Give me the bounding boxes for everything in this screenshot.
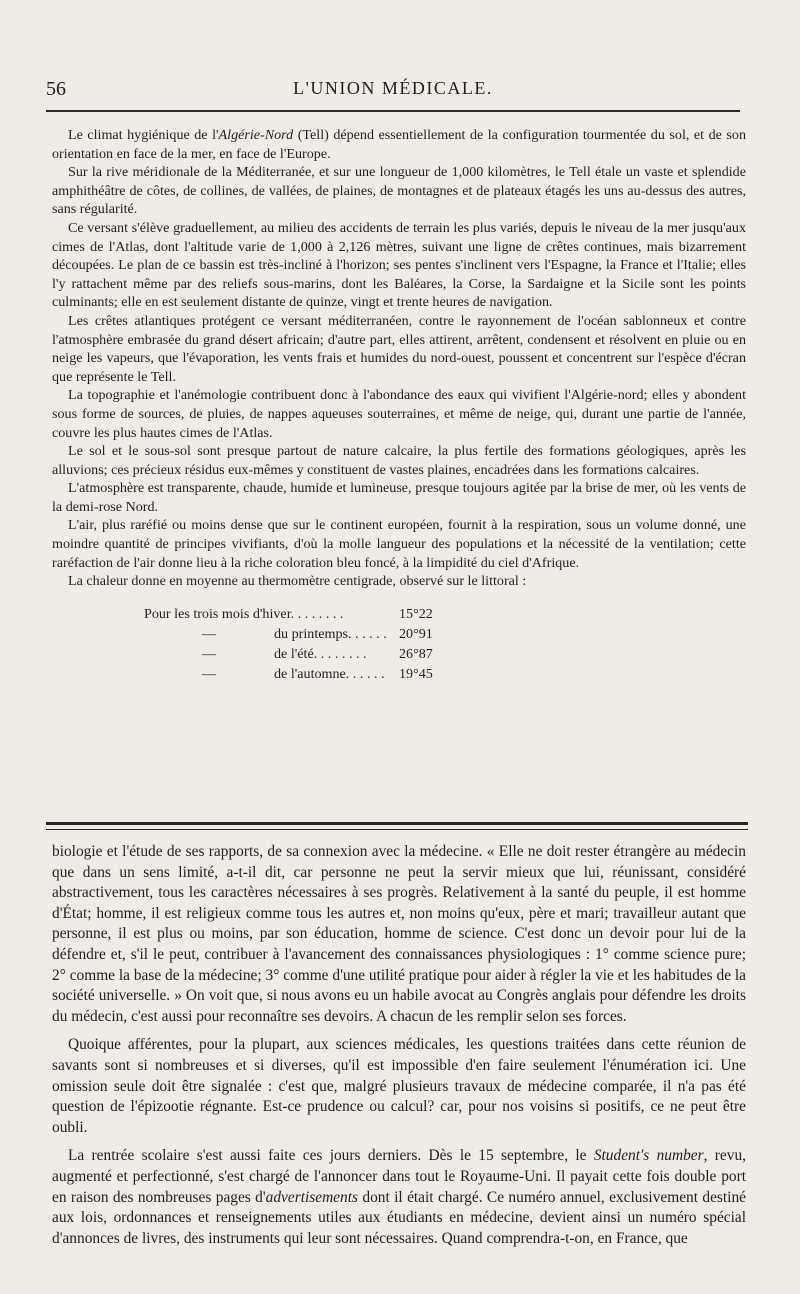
paragraph: Quoique afférentes, pour la plupart, aux sciences médicales, les questions traitées dans cette réunion de savants sont si nombreuses et si diverses, qu'il est impossible d'en faire seulement l'énumération ici. Une omission seule doit être signalée : c'est que, malgré plusieurs travaux de médecine comparée, il n'a pas été question de l'épizootie régnante. Est-ce prudence ou calcul? car, pour nos voisins si positifs, ce ne peut être oubli. (52, 1036, 746, 1136)
paragraph: Ce versant s'élève graduellement, au milieu des accidents de terrain les plus variés, depuis le niveau de la mer jusqu'aux cimes de l'Atlas, dont l'altitude varie de 1,000 à 2,126 mètres, suivant une ligne de crêtes continues, mais bizarrement découpées. Le plan de ce bassin est très-incliné à l'horizon; ses pentes s'inclinent vers l'Espagne, la France et l'Italie; elles l'y rattachent même par des reliefs sous-marins, dont les Baléares, la Corse, la Sardaigne et la Sicile sont les points culminants; elle en est seulement distante de quinze, vingt et trente heures de navigation. (52, 219, 746, 311)
temperature-value: 20°91 (399, 625, 433, 642)
temperature-row (144, 605, 746, 625)
temperature-row (144, 665, 746, 685)
paragraph: Le sol et le sous-sol sont presque partout de nature calcaire, la plus fertile des formations géologiques, après les alluvions; ces précieux résidus eux-mêmes y constituent de vastes plaines, encadrées dans les formations calcaires. (52, 443, 746, 478)
season-label: Pour les trois mois d'hiver. . . . . . . . (144, 605, 344, 622)
paragraph: L'atmosphère est transparente, chaude, humide et lumineuse, presque toujours agitée par la brise de mer, où les vents de la demi-rose Nord. (52, 480, 746, 515)
climate-article (52, 126, 746, 685)
feuilleton-article (52, 842, 746, 1249)
ditto-dash: — (201, 665, 217, 682)
italic-term: advertisements (265, 1188, 358, 1206)
season-label: de l'été. . . . . . . . (274, 645, 367, 662)
italic-term: Student's number (593, 1147, 704, 1165)
section-divider-thin (46, 829, 748, 830)
section-divider-thick (46, 822, 748, 825)
paragraph: L'air, plus raréfié ou moins dense que sur le continent européen, fournit à la respiration, sous un volume donné, une moindre quantité de principes vivifiants, d'où la molle langueur des populations et la nécessité de la ventilation; cette raréfaction de l'air donne lieu à la riche coloration bleu foncé, à la limpidité du ciel d'Afrique. (52, 517, 746, 571)
temperature-value: 26°87 (399, 645, 433, 662)
text-span: Le climat hygiénique de l' (68, 127, 219, 143)
page-header (46, 78, 740, 108)
temperature-value: 19°45 (399, 665, 433, 682)
paragraph: La topographie et l'anémologie contribuent donc à l'abondance des eaux qui vivifient l'Algérie-nord; elles y abondent sous forme de sources, de pluies, de nappes aqueuses souterraines, et même de neige, qui, durant une partie de l'année, couvre les plus hautes cimes de l'Atlas. (52, 387, 746, 441)
temperature-table (144, 605, 746, 685)
paragraph: La chaleur donne en moyenne au thermomètre centigrade, observé sur le littoral : (68, 573, 527, 590)
temperature-value: 15°22 (399, 605, 433, 622)
text-span: , revu, augmenté et perfectionné, s'est chargé de l'annoncer dans tout le Royaume-Uni. Il payait cette fois double port en raison des nombreuses pages d' (52, 1147, 746, 1206)
paragraph (52, 126, 746, 163)
paragraph: Les crêtes atlantiques protégent ce versant méditerranéen, contre le rayonnement de l'océan sablonneux et contre l'atmosphère embrasée du grand désert africain; d'autre part, elles attirent, arrêtent, condensent et résolvent en pluie ou en neige les vapeurs, que l'évaporation, les vents frais et humides du nord-ouest, poussent et concentrent sur l'espèce d'écran que représente le Tell. (52, 312, 746, 385)
header-rule (46, 110, 740, 112)
text-span: (Tell) dépend essentiellement de la configuration tourmentée du sol, et de son orientation en face de la mer, en face de l'Europe. (52, 127, 746, 162)
journal-title: L'UNION MÉDICALE. (293, 78, 493, 98)
text-span: La rentrée scolaire s'est aussi faite ces jours derniers. Dès le 15 septembre, le (68, 1147, 594, 1165)
ditto-dash: — (201, 645, 217, 662)
temperature-row (144, 645, 746, 665)
paragraph: biologie et l'étude de ses rapports, de sa connexion avec la médecine. « Elle ne doit rester étrangère au médecin que dans un sens limité, a-t-il dit, car personne ne peut la servir mieux que lui, réunissant, considéré abstractivement, tous les caractères nécessaires à ses progrès. Relativement à la santé du peuple, il est homme d'État; homme, il est religieux comme tous les autres et, non moins qu'eux, père et mari; travailleur autant que personne, il est plus ou moins, par son éducation, homme de science. C'est donc un devoir pour lui de la défendre et, s'il le peut, contribuer à l'avancement des connaissances physiologiques : 1° comme science pure; 2° comme la base de la médecine; 3° comme d'une utilité pratique pour aider à régler la vie et les habitudes de la société universelle. » On voit que, si nous avons eu un habile avocat au Congrès anglais pour défendre les droits du médecin, c'est aussi pour reconnaître ses devoirs. A chacun de les remplir selon ses forces. (52, 843, 746, 1025)
italic-term: Algérie-Nord (218, 127, 294, 143)
text-span: dont il était chargé. Ce numéro annuel, exclusivement destiné aux lois, ordonnances et renseignements utiles aux étudiants en médecine, devient ainsi un numéro spécial d'annonces de livres, des instruments qui leur sont nécessaires. Quand comprendra-t-on, en France, que (52, 1188, 746, 1247)
paragraph: Sur la rive méridionale de la Méditerranée, et sur une longueur de 1,000 kilomètres, le Tell étale un vaste et splendide amphithéâtre de côtes, de collines, de vallées, de plaines, de montagnes et de plateaux étagés les uns au-dessus des autres, sans régularité. (52, 164, 746, 218)
page-number: 56 (46, 78, 66, 100)
ditto-dash: — (201, 625, 217, 642)
season-label: du printemps. . . . . . (274, 625, 387, 642)
paragraph (52, 1146, 746, 1249)
season-label: de l'automne. . . . . . (274, 665, 385, 682)
temperature-row (144, 625, 746, 645)
